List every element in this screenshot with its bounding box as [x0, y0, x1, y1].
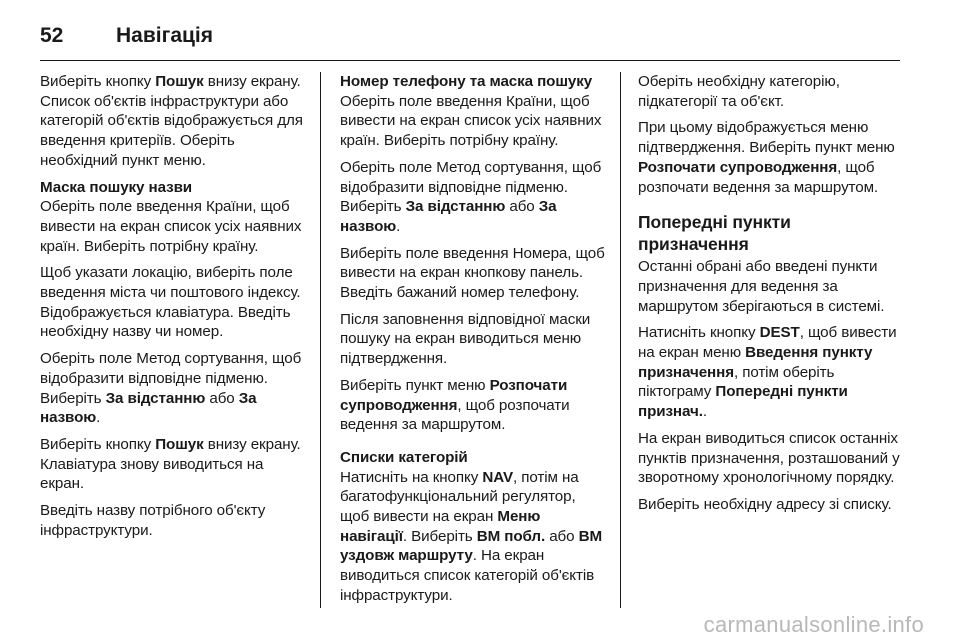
paragraph: Оберіть поле введення Країни, щоб вивести на екран список усіх наявних країн. Виберіть потрібну країну. [40, 198, 302, 255]
column-2 [340, 72, 608, 613]
paragraph: Виберіть поле введення Номера, щоб вивести на екран кнопкову панель. Введіть бажаний номер телефону. [340, 244, 605, 302]
page-header [40, 16, 900, 56]
paragraph: Виберіть необхідну адресу зі списку. [638, 495, 892, 513]
bold-term: DEST [759, 324, 800, 342]
paragraph: Виберіть пункт меню Розпочати супроводження, щоб розпочати ведення за маршрутом. [340, 376, 570, 434]
bold-term: ВМ побл. [476, 527, 546, 545]
bold-term: За назвою [340, 198, 557, 235]
bold-term: За відстанню [105, 389, 206, 407]
page-title: Навігація [116, 24, 214, 47]
watermark: carmanualsonline.info [703, 612, 924, 637]
bold-term: NAV [482, 468, 513, 486]
bold-term: Розпочати супроводження [340, 376, 568, 414]
paragraph: Останні обрані або введені пункти призначення для ведення за маршрутом зберігаються в системі. [638, 258, 885, 315]
bold-term: За назвою [40, 389, 257, 427]
paragraph: Оберіть необхідну категорію, підкатегорії та об'єкт. [638, 73, 840, 110]
paragraph: Виберіть кнопку Пошук внизу екрану. Клавіатура знову виводиться на екран. [40, 435, 301, 493]
paragraph: Оберіть поле введення Країни, щоб вивести на екран список усіх наявних країн. Виберіть потрібну країну. [340, 92, 602, 150]
paragraph: Щоб указати локацію, виберіть поле введення міста чи поштового індексу. Відображується клавіатура. Введіть необхідну назву чи номер. [40, 264, 301, 341]
column-divider-1 [320, 72, 321, 608]
paragraph: При цьому відображується меню підтвердження. Виберіть пункт меню Розпочати супроводження, щоб розпочати ведення за маршрутом. [638, 119, 895, 196]
section-heading-large: Попередні пункти призначення [638, 212, 791, 255]
paragraph: Введіть назву потрібного об'єкту інфраструктури. [40, 502, 266, 539]
bold-term: Пошук [155, 435, 204, 453]
bold-term: Меню навігації [340, 508, 541, 545]
paragraph: Після заповнення відповідної маски пошуку на екран виводиться меню підтвердження. [340, 310, 591, 368]
bold-term: ВМ уздовж маршруту [340, 527, 603, 565]
bold-term: За відстанню [405, 198, 506, 216]
column-1 [40, 72, 308, 547]
column-divider-2 [620, 72, 621, 608]
bold-term: Попередні пункти признач. [638, 383, 848, 421]
paragraph: На екран виводиться список останніх пунктів призначення, розташований у зворотному хронологічному порядку. [638, 429, 900, 487]
section-heading: Номер телефону та маска пошуку [340, 73, 593, 90]
page-number: 52 [40, 24, 64, 47]
bold-term: Введення пункту призначення [638, 344, 873, 381]
bold-term: Розпочати супроводження [638, 158, 838, 176]
column-3 [638, 72, 906, 522]
paragraph: Натисніть на кнопку NAV, потім на багатофункціональний регулятор, щоб вивести на екран Меню навігації. Виберіть ВМ побл. або ВМ уздовж маршруту. На екран виводиться список категорій об'єктів інфраструктури. [340, 468, 603, 604]
paragraph: Натисніть кнопку DEST, щоб вивести на екран меню Введення пункту призначення, потім оберіть піктограму Попередні пункти признач.. [638, 324, 897, 421]
section-heading: Маска пошуку назви [40, 178, 193, 196]
header-rule [40, 60, 900, 61]
paragraph: Виберіть кнопку Пошук внизу екрану. Список об'єктів інфраструктури або категорій об'єктів відображується для введення критеріїв. Оберіть необхідний пункт меню. [40, 73, 303, 169]
paragraph: Оберіть поле Метод сортування, щоб відобразити відповідне підменю. Виберіть За відстанню або За назвою. [340, 158, 602, 235]
section-heading: Списки категорій [340, 448, 468, 466]
paragraph: Оберіть поле Метод сортування, щоб відобразити відповідне підменю. Виберіть За відстанню або За назвою. [40, 350, 302, 427]
bold-term: Пошук [155, 73, 204, 90]
